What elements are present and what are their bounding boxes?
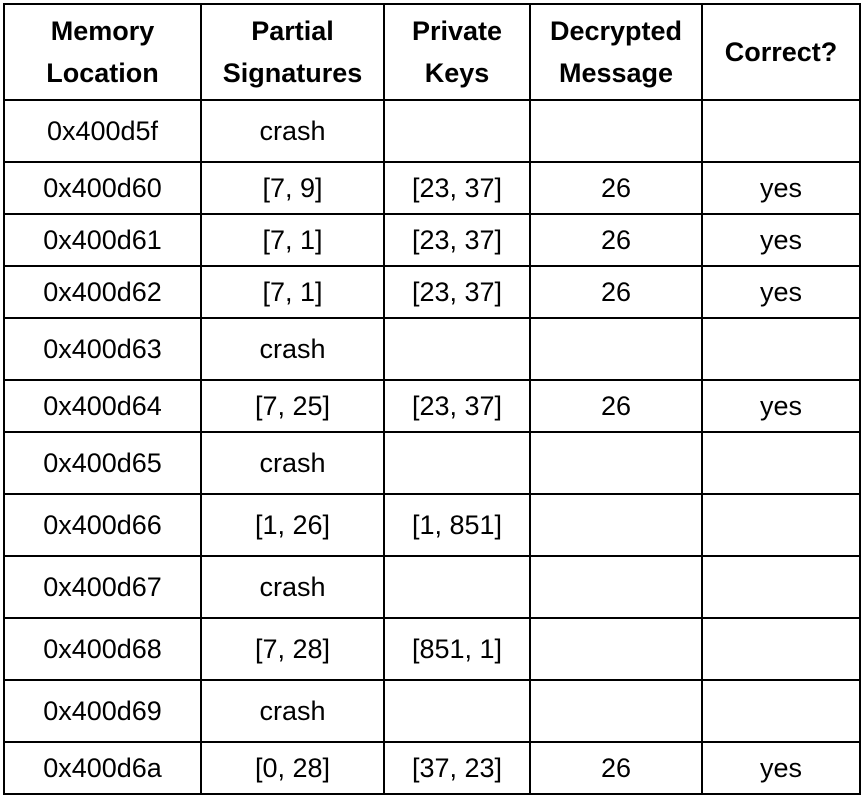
private-keys-cell: [23, 37] <box>384 266 530 318</box>
correct-cell <box>702 556 860 618</box>
correct-cell <box>702 100 860 162</box>
correct-cell <box>702 680 860 742</box>
memory-location-cell: 0x400d65 <box>4 432 201 494</box>
table-row <box>4 494 860 556</box>
decrypted-message-cell: 26 <box>530 380 702 432</box>
table-row <box>4 432 860 494</box>
memory-location-cell: 0x400d64 <box>4 380 201 432</box>
private-keys-cell <box>384 318 530 380</box>
partial-signatures-cell: crash <box>201 100 384 162</box>
header-private-keys: Private Keys <box>384 4 530 100</box>
partial-signatures-cell: [7, 1] <box>201 266 384 318</box>
decrypted-message-cell: 26 <box>530 742 702 794</box>
memory-location-cell: 0x400d61 <box>4 214 201 266</box>
decrypted-message-cell <box>530 494 702 556</box>
memory-location-cell: 0x400d69 <box>4 680 201 742</box>
partial-signatures-cell: [7, 28] <box>201 618 384 680</box>
correct-cell: yes <box>702 214 860 266</box>
memory-location-cell: 0x400d67 <box>4 556 201 618</box>
decrypted-message-cell: 26 <box>530 214 702 266</box>
memory-location-cell: 0x400d5f <box>4 100 201 162</box>
table-row <box>4 318 860 380</box>
header-partial-signatures: Partial Signatures <box>201 4 384 100</box>
private-keys-cell: [23, 37] <box>384 214 530 266</box>
decrypted-message-cell: 26 <box>530 162 702 214</box>
correct-cell: yes <box>702 266 860 318</box>
memory-location-cell: 0x400d68 <box>4 618 201 680</box>
memory-location-cell: 0x400d63 <box>4 318 201 380</box>
decrypted-message-cell <box>530 318 702 380</box>
memory-location-cell: 0x400d6a <box>4 742 201 794</box>
header-row <box>4 4 860 100</box>
correct-cell: yes <box>702 380 860 432</box>
private-keys-cell <box>384 556 530 618</box>
correct-cell: yes <box>702 162 860 214</box>
private-keys-cell <box>384 432 530 494</box>
partial-signatures-cell: [7, 9] <box>201 162 384 214</box>
correct-cell <box>702 618 860 680</box>
private-keys-cell: [851, 1] <box>384 618 530 680</box>
partial-signatures-cell: crash <box>201 556 384 618</box>
decrypted-message-cell <box>530 556 702 618</box>
partial-signatures-cell: [7, 25] <box>201 380 384 432</box>
partial-signatures-cell: crash <box>201 680 384 742</box>
partial-signatures-cell: [7, 1] <box>201 214 384 266</box>
table-row <box>4 266 860 318</box>
decrypted-message-cell <box>530 100 702 162</box>
private-keys-cell: [23, 37] <box>384 380 530 432</box>
table-row <box>4 100 860 162</box>
private-keys-cell <box>384 680 530 742</box>
table-row <box>4 162 860 214</box>
table-row <box>4 618 860 680</box>
memory-location-cell: 0x400d62 <box>4 266 201 318</box>
correct-cell <box>702 494 860 556</box>
correct-cell <box>702 318 860 380</box>
private-keys-cell: [1, 851] <box>384 494 530 556</box>
decrypted-message-cell <box>530 680 702 742</box>
decrypted-message-cell: 26 <box>530 266 702 318</box>
table-row <box>4 214 860 266</box>
correct-cell: yes <box>702 742 860 794</box>
decrypted-message-cell <box>530 432 702 494</box>
table-row <box>4 742 860 794</box>
header-memory-location: Memory Location <box>4 4 201 100</box>
partial-signatures-cell: [0, 28] <box>201 742 384 794</box>
partial-signatures-cell: crash <box>201 318 384 380</box>
decrypted-message-cell <box>530 618 702 680</box>
correct-cell <box>702 432 860 494</box>
private-keys-cell <box>384 100 530 162</box>
table-row <box>4 380 860 432</box>
header-correct: Correct? <box>702 4 860 100</box>
table-row <box>4 680 860 742</box>
partial-signatures-cell: crash <box>201 432 384 494</box>
results-table <box>3 3 861 795</box>
private-keys-cell: [37, 23] <box>384 742 530 794</box>
private-keys-cell: [23, 37] <box>384 162 530 214</box>
table-row <box>4 556 860 618</box>
header-decrypted-message: Decrypted Message <box>530 4 702 100</box>
memory-location-cell: 0x400d66 <box>4 494 201 556</box>
memory-location-cell: 0x400d60 <box>4 162 201 214</box>
partial-signatures-cell: [1, 26] <box>201 494 384 556</box>
